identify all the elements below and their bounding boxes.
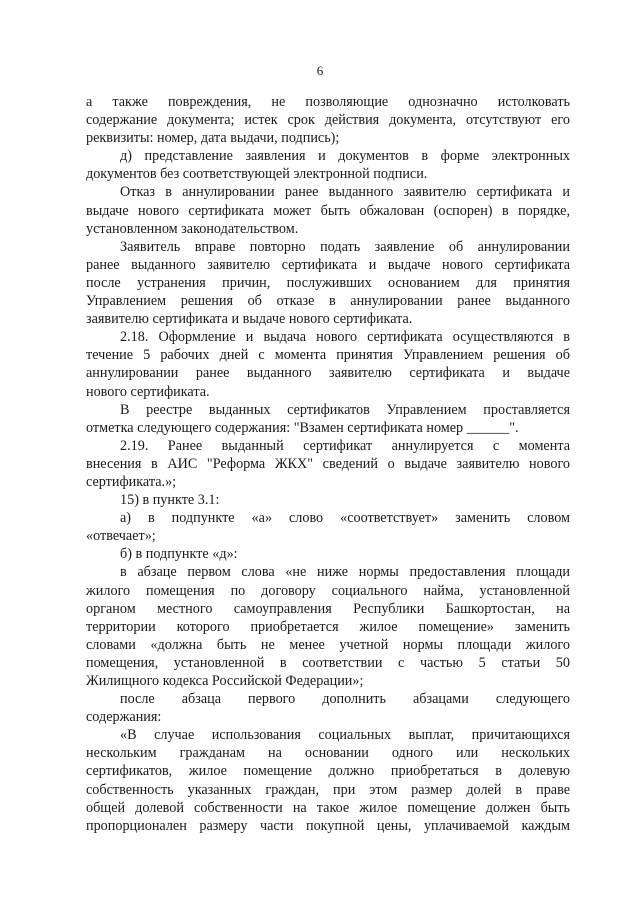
text-line: сертификатов, жилое помещение должно приобретаться в долевую (86, 763, 570, 780)
text-line: установленном законодательством. (86, 220, 299, 237)
text-line: жилого помещения по договору социального найма, установленной (86, 582, 570, 599)
text-line: «отвечает»; (86, 528, 156, 545)
text-line: документов без соответствующей электронной подписи. (86, 166, 428, 183)
text-line: заявителю сертификата и выдаче нового сертификата. (86, 311, 413, 328)
text-line: Отказ в аннулировании ранее выданного заявителю сертификата и (120, 184, 570, 201)
document-body (86, 93, 570, 835)
text-line: Управлением решения об отказе в аннулировании ранее выданного (86, 293, 570, 310)
text-line: органом местного самоуправления Республики Башкортостан, на (86, 600, 570, 617)
text-line: нового сертификата. (86, 383, 210, 400)
text-line: Заявитель вправе повторно подать заявление об аннулировании (120, 238, 570, 255)
text-line: нескольким гражданам на основании одного или нескольких (86, 745, 570, 762)
page-number: 6 (316, 63, 324, 78)
text-line: общей долевой собственности на такое жилое помещение должен быть (86, 799, 570, 816)
text-line: территории которого приобретается жилое помещение» заменить (86, 618, 570, 635)
text-line: сертификата.»; (86, 473, 177, 490)
text-line: аннулировании ранее выданного заявителю сертификата и выдаче (86, 365, 570, 382)
text-line: внесения в АИС "Реформа ЖКХ" сведений о выдаче заявителю нового (86, 455, 570, 472)
text-line: пропорционален размеру части покупной цены, уплачиваемой каждым (86, 817, 570, 834)
text-line: б) в подпункте «д»: (120, 546, 238, 563)
text-line: после абзаца первого дополнить абзацами следующего (120, 691, 570, 708)
text-line: собственность указанных граждан, при этом размер долей в праве (86, 781, 570, 798)
text-line: течение 5 рабочих дней с момента принятия Управлением решения об (86, 347, 570, 364)
text-line: 2.18. Оформление и выдача нового сертификата осуществляются в (120, 329, 570, 346)
text-line: реквизиты: номер, дата выдачи, подпись); (86, 130, 340, 147)
text-line: «В случае использования социальных выплат, причитающихся (120, 727, 570, 744)
text-line: а также повреждения, не позволяющие однозначно истолковать (86, 94, 570, 110)
text-line: словами «должна быть не менее учетной нормы площади жилого (86, 636, 570, 653)
text-line: отметка следующего содержания: "Взамен сертификата номер ______". (86, 419, 519, 436)
text-line: 15) в пункте 3.1: (120, 492, 220, 509)
text-line: после устранения причин, послуживших основанием для принятия (86, 274, 570, 291)
text-line: в абзаце первом слова «не ниже нормы предоставления площади (120, 564, 570, 581)
text-line: д) представление заявления и документов в форме электронных (120, 148, 570, 165)
text-line: Жилищного кодекса Российской Федерации»; (86, 673, 364, 689)
text-line: содержание документа; истек срок действия документа, отсутствуют его (86, 112, 570, 129)
text-line: а) в подпункте «а» слово «соответствует» заменить словом (120, 510, 570, 527)
text-line: 2.19. Ранее выданный сертификат аннулируется с момента (120, 437, 570, 454)
text-line: помещения, установленной в соответствии с частью 5 статьи 50 (86, 654, 570, 671)
text-line: выдаче нового сертификата может быть обжалован (оспорен) в порядке, (86, 202, 570, 219)
text-line: ранее выданного заявителю сертификата и выдаче нового сертификата (86, 256, 570, 273)
text-line: В реестре выданных сертификатов Управлением проставляется (120, 401, 570, 418)
text-line: содержания: (86, 709, 162, 726)
